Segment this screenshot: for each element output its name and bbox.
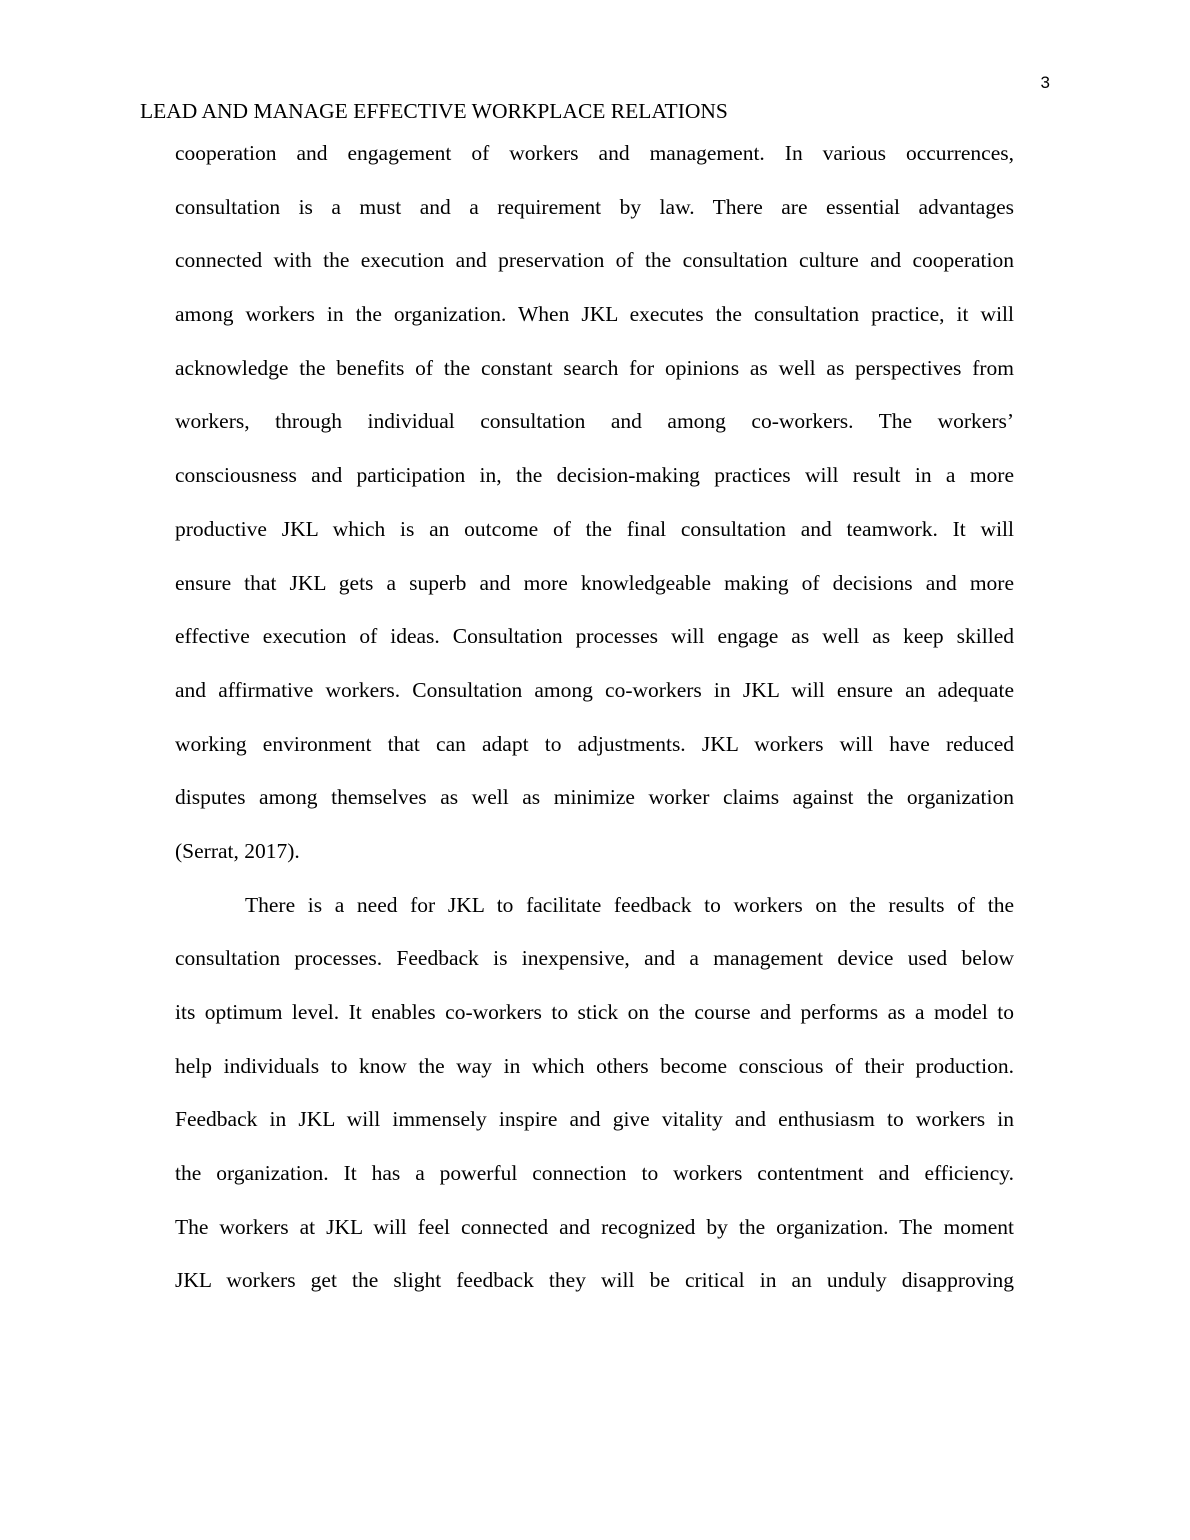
text-line: consultation is a must and a requirement by law. There are essential advantages <box>175 194 1014 219</box>
text-line: its optimum level. It enables co-workers to stick on the course and performs as a model to <box>175 1000 1014 1024</box>
text-line: among workers in the organization. When JKL executes the consultation practice, it will <box>175 302 1014 327</box>
text-line: workers, through individual consultation and among co-workers. The workers’ <box>175 409 1014 434</box>
body-text <box>175 127 1014 1308</box>
text-line: There is a need for JKL to facilitate feedback to workers on the results of the <box>245 892 1014 917</box>
text-line: working environment that can adapt to adjustments. JKL workers will have reduced <box>175 731 1014 756</box>
text-line: acknowledge the benefits of the constant search for opinions as well as perspectives from <box>175 355 1014 380</box>
text-line: connected with the execution and preservation of the consultation culture and cooperation <box>175 248 1014 273</box>
page-number: 3 <box>1040 73 1050 92</box>
running-head: LEAD AND MANAGE EFFECTIVE WORKPLACE RELATIONS <box>140 99 728 123</box>
text-line: The workers at JKL will feel connected and recognized by the organization. The moment <box>175 1214 1014 1239</box>
paragraph-2 <box>175 879 1014 1309</box>
text-line: ensure that JKL gets a superb and more knowledgeable making of decisions and more <box>175 570 1014 595</box>
text-line: consultation processes. Feedback is inexpensive, and a management device used below <box>175 946 1014 971</box>
text-line: productive JKL which is an outcome of the final consultation and teamwork. It will <box>175 516 1014 541</box>
text-line: Feedback in JKL will immensely inspire and give vitality and enthusiasm to workers in <box>175 1107 1014 1132</box>
paragraph-1 <box>175 127 1014 879</box>
text-line: the organization. It has a powerful connection to workers contentment and efficiency. <box>175 1161 1014 1186</box>
text-line: consciousness and participation in, the decision-making practices will result in a more <box>175 463 1014 488</box>
text-line: JKL workers get the slight feedback they will be critical in an unduly disapproving <box>175 1268 1014 1293</box>
text-line: cooperation and engagement of workers and management. In various occurrences, <box>175 141 1014 165</box>
text-line: disputes among themselves as well as minimize worker claims against the organization <box>175 785 1014 810</box>
text-line: help individuals to know the way in which others become conscious of their production. <box>175 1053 1014 1078</box>
text-line: (Serrat, 2017). <box>175 838 300 863</box>
text-line: effective execution of ideas. Consultation processes will engage as well as keep skilled <box>175 624 1014 649</box>
text-line: and affirmative workers. Consultation among co-workers in JKL will ensure an adequate <box>175 677 1014 702</box>
